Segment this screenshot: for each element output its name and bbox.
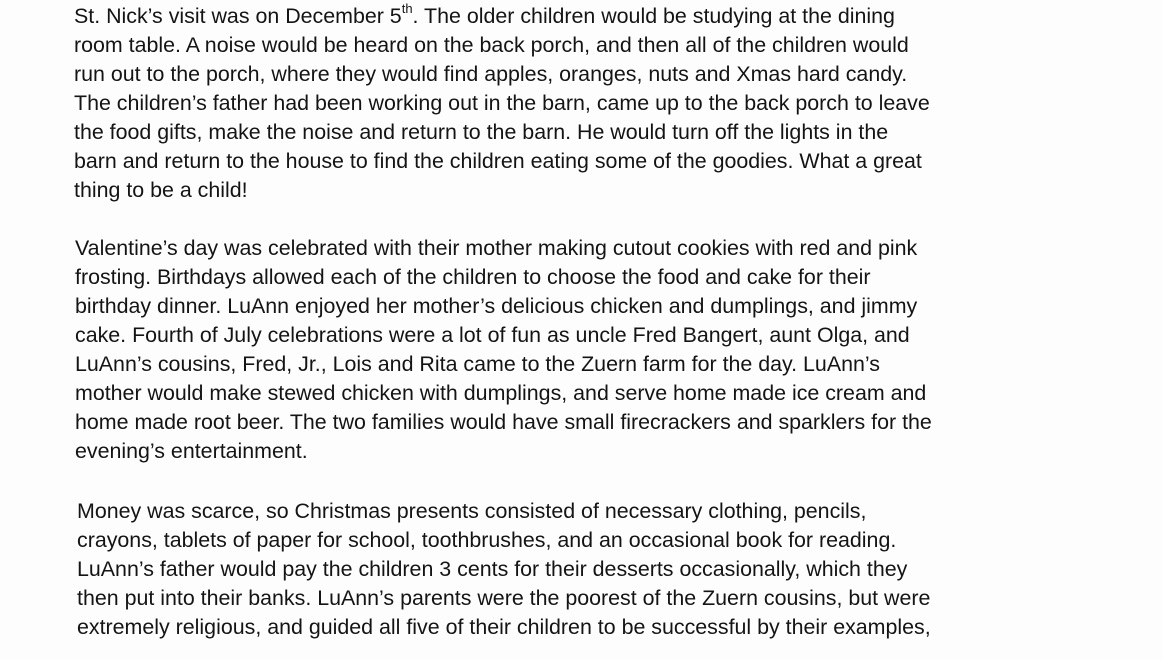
text-line: evening’s entertainment.: [75, 439, 308, 463]
text-line: birthday dinner. LuAnn enjoyed her mother’s delicious chicken and dumplings, and jimmy: [75, 294, 918, 318]
text-line: extremely religious, and guided all five of their children to be successful by their examples,: [77, 615, 931, 639]
text-line: Valentine’s day was celebrated with their mother making cutout cookies with red and pink: [75, 236, 918, 260]
text-line: run out to the porch, where they would find apples, oranges, nuts and Xmas hard candy.: [74, 62, 908, 86]
text-line: room table. A noise would be heard on the back porch, and then all of the children would: [74, 33, 909, 57]
line-text: . The older children would be studying at the dining: [412, 4, 895, 28]
text-line: barn and return to the house to find the children eating some of the goodies. What a great: [74, 149, 922, 173]
text-line: Money was scarce, so Christmas presents consisted of necessary clothing, pencils,: [77, 499, 867, 523]
ordinal-superscript: th: [401, 0, 413, 16]
text-line: crayons, tablets of paper for school, toothbrushes, and an occasional book for reading.: [77, 528, 897, 552]
line-text: St. Nick’s visit was on December 5: [74, 4, 402, 28]
text-line: LuAnn’s cousins, Fred, Jr., Lois and Rita came to the Zuern farm for the day. LuAnn’s: [75, 352, 880, 376]
text-line: [74, 2, 895, 31]
text-line: mother would make stewed chicken with dumplings, and serve home made ice cream and: [75, 381, 927, 405]
text-line: then put into their banks. LuAnn’s parents were the poorest of the Zuern cousins, but were: [77, 586, 931, 610]
text-line: the food gifts, make the noise and return to the barn. He would turn off the lights in the: [74, 120, 889, 144]
text-line: home made root beer. The two families would have small firecrackers and sparklers for the: [75, 410, 932, 434]
text-line: cake. Fourth of July celebrations were a lot of fun as uncle Fred Bangert, aunt Olga, and: [75, 323, 910, 347]
text-line: thing to be a child!: [74, 178, 248, 202]
text-line: frosting. Birthdays allowed each of the children to choose the food and cake for their: [75, 265, 871, 289]
text-line: LuAnn’s father would pay the children 3 cents for their desserts occasionally, which they: [77, 557, 908, 581]
text-line: The children’s father had been working out in the barn, came up to the back porch to leave: [74, 91, 930, 115]
